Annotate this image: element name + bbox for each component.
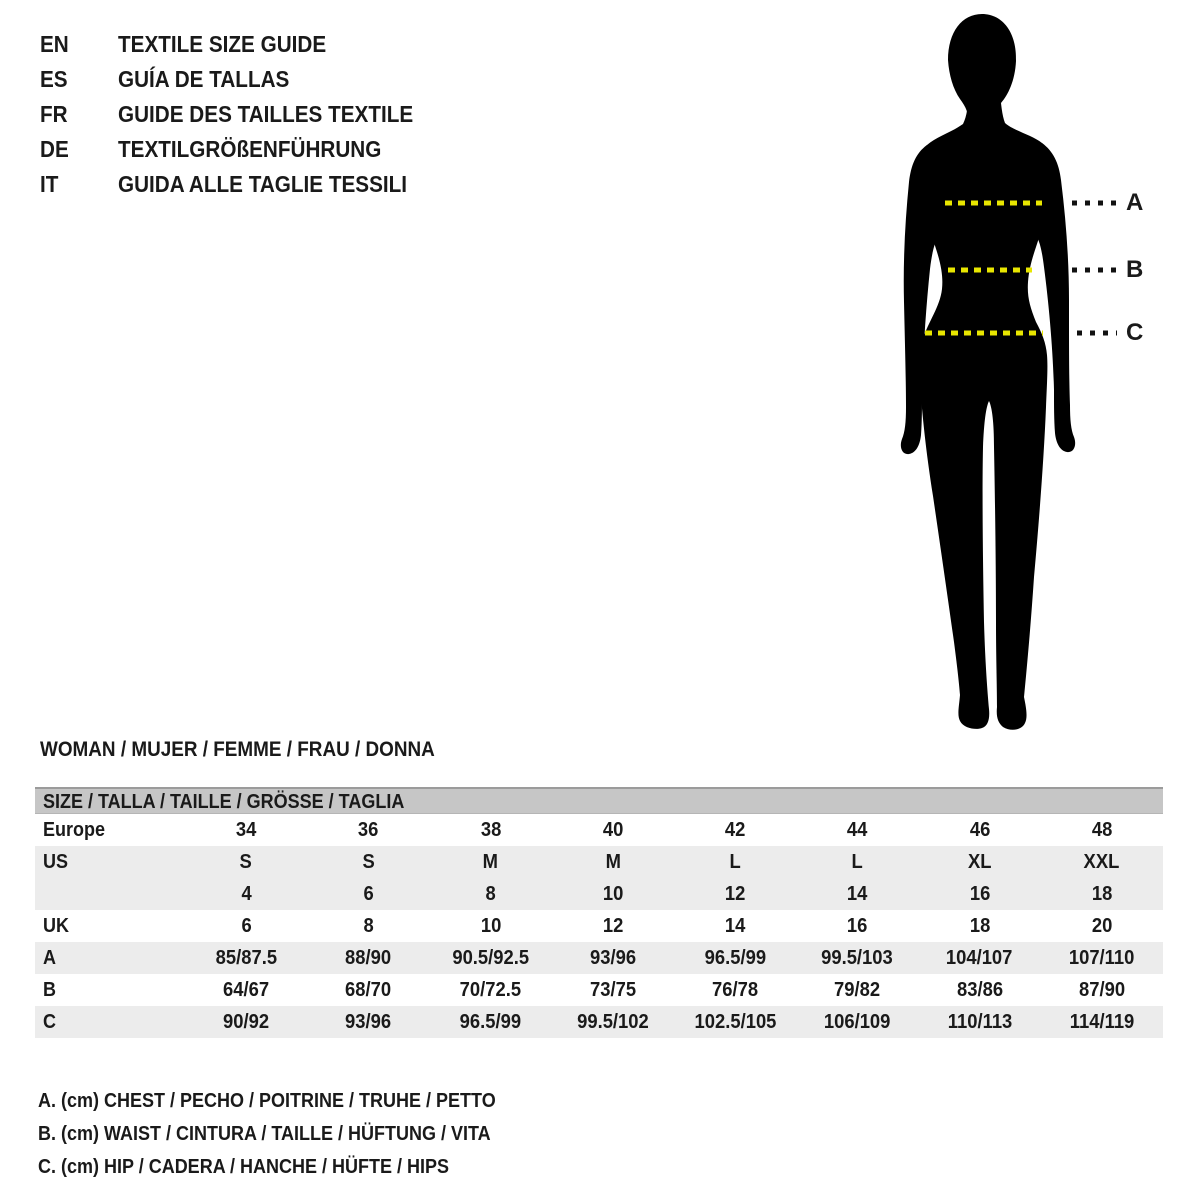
- size-value-text: 4: [241, 883, 252, 905]
- size-value-text: XL: [967, 851, 992, 873]
- table-row: [35, 910, 1163, 942]
- row-label-text: Europe: [43, 819, 106, 841]
- size-value-cell: [796, 814, 918, 846]
- size-value-cell: [919, 846, 1041, 878]
- row-label-text: C: [43, 1011, 57, 1033]
- legend-text: B. (cm) WAIST / CINTURA / TAILLE / HÜFTUNG / VITA: [38, 1123, 491, 1145]
- size-value-cell: [796, 910, 918, 942]
- size-value-text: 8: [363, 915, 374, 937]
- size-value-cell: [185, 1006, 307, 1038]
- size-value-text: 114/119: [1069, 1011, 1135, 1033]
- guide-title-text: TEXTILGRÖßENFÜHRUNG: [118, 136, 382, 162]
- size-value-text: 87/90: [1078, 979, 1125, 1001]
- legend-row: [38, 1085, 547, 1118]
- size-value-text: 18: [969, 915, 990, 937]
- gender-title-text: WOMAN / MUJER / FEMME / FRAU / DONNA: [40, 738, 435, 761]
- guide-title-label: [118, 66, 308, 93]
- size-value-text: 93/96: [589, 947, 636, 969]
- size-value-text: 16: [969, 883, 990, 905]
- language-code: [40, 171, 118, 198]
- row-label-text: A: [43, 947, 57, 969]
- size-value-text: XXL: [1083, 851, 1120, 873]
- size-value-cell: [430, 814, 552, 846]
- size-value-text: 90.5/92.5: [452, 947, 529, 969]
- row-label-cell: [35, 910, 185, 942]
- size-value-cell: [185, 910, 307, 942]
- woman-silhouette-figure: [865, 8, 1165, 738]
- size-value-text: 42: [724, 819, 746, 841]
- size-value-cell: [307, 878, 429, 910]
- size-value-text: M: [482, 851, 499, 873]
- language-code: [40, 66, 118, 93]
- size-value-cell: [1041, 846, 1163, 878]
- size-value-text: L: [851, 851, 863, 873]
- size-value-cell: [674, 1006, 796, 1038]
- size-value-text: 104/107: [946, 947, 1013, 969]
- size-value-cell: [674, 878, 796, 910]
- size-value-text: 12: [602, 915, 624, 937]
- language-code: [40, 31, 118, 58]
- table-row: [35, 1006, 1163, 1038]
- language-title-row: [40, 27, 446, 62]
- language-code-text: IT: [40, 171, 59, 197]
- size-value-cell: [185, 942, 307, 974]
- size-value-text: S: [239, 851, 253, 873]
- size-value-cell: [307, 974, 429, 1006]
- gender-title: [40, 738, 479, 762]
- row-label-cell: [35, 1006, 185, 1038]
- size-value-cell: [674, 814, 796, 846]
- size-value-text: 34: [235, 819, 257, 841]
- language-code: [40, 136, 118, 163]
- size-value-cell: [430, 846, 552, 878]
- measure-label-b: B: [1126, 256, 1144, 283]
- size-value-text: 38: [480, 819, 501, 841]
- table-row: [35, 942, 1163, 974]
- row-label-cell: [35, 942, 185, 974]
- guide-title-text: GUÍA DE TALLAS: [118, 66, 290, 92]
- table-row: [35, 974, 1163, 1006]
- size-value-text: 102.5/105: [694, 1011, 777, 1033]
- size-value-cell: [1041, 974, 1163, 1006]
- size-value-cell: [552, 814, 674, 846]
- size-value-text: 44: [847, 819, 868, 841]
- guide-title-label: [118, 101, 446, 128]
- size-value-text: 79/82: [834, 979, 881, 1001]
- language-code-text: DE: [40, 136, 69, 162]
- size-value-cell: [919, 910, 1041, 942]
- size-value-cell: [552, 974, 674, 1006]
- size-value-cell: [674, 974, 796, 1006]
- measure-label-c: C: [1126, 319, 1144, 346]
- size-value-text: 106/109: [824, 1011, 891, 1033]
- size-value-text: 64/67: [223, 979, 270, 1001]
- table-row: [35, 846, 1163, 878]
- size-value-text: 16: [847, 915, 868, 937]
- size-value-text: 6: [363, 883, 374, 905]
- size-value-cell: [919, 878, 1041, 910]
- size-value-text: 68/70: [345, 979, 392, 1001]
- size-value-text: 40: [602, 819, 624, 841]
- language-title-list: [40, 27, 446, 202]
- size-value-text: 83/86: [956, 979, 1003, 1001]
- size-value-text: L: [729, 851, 741, 873]
- size-value-cell: [430, 878, 552, 910]
- size-value-cell: [430, 974, 552, 1006]
- size-value-cell: [796, 846, 918, 878]
- size-value-text: 90/92: [223, 1011, 270, 1033]
- row-label-cell: [35, 846, 185, 878]
- size-value-text: 14: [724, 915, 746, 937]
- size-value-cell: [307, 910, 429, 942]
- row-label-cell: [35, 814, 185, 846]
- size-value-text: M: [605, 851, 621, 873]
- size-value-cell: [796, 878, 918, 910]
- row-label-text: UK: [43, 915, 70, 937]
- guide-title-label: [118, 136, 411, 163]
- size-value-text: 96.5/99: [459, 1011, 522, 1033]
- legend-text: C. (cm) HIP / CADERA / HANCHE / HÜFTE / HIPS: [38, 1156, 450, 1178]
- size-value-cell: [552, 1006, 674, 1038]
- row-label-text: B: [43, 979, 57, 1001]
- size-value-cell: [185, 974, 307, 1006]
- size-value-cell: [430, 1006, 552, 1038]
- row-label-cell: [35, 974, 185, 1006]
- size-value-text: 110/113: [947, 1011, 1012, 1033]
- legend-row: [38, 1118, 547, 1151]
- guide-title-label: [118, 31, 349, 58]
- language-title-row: [40, 132, 446, 167]
- size-value-text: 6: [241, 915, 252, 937]
- size-value-text: 12: [724, 883, 746, 905]
- language-code-text: FR: [40, 101, 68, 127]
- size-value-cell: [919, 1006, 1041, 1038]
- size-value-cell: [919, 814, 1041, 846]
- size-table: [35, 787, 1163, 1038]
- measurement-legend: [38, 1085, 547, 1184]
- language-code-text: ES: [40, 66, 68, 92]
- size-value-text: 99.5/103: [821, 947, 894, 969]
- size-value-cell: [307, 942, 429, 974]
- size-value-cell: [1041, 942, 1163, 974]
- size-value-text: 99.5/102: [577, 1011, 649, 1033]
- size-value-cell: [552, 846, 674, 878]
- size-value-text: 8: [485, 883, 496, 905]
- size-value-cell: [307, 1006, 429, 1038]
- legend-text: A. (cm) CHEST / PECHO / POITRINE / TRUHE / PETTO: [38, 1090, 496, 1112]
- size-value-cell: [919, 974, 1041, 1006]
- size-value-text: 88/90: [345, 947, 392, 969]
- size-value-cell: [796, 1006, 918, 1038]
- size-value-text: 96.5/99: [704, 947, 766, 969]
- size-value-cell: [185, 878, 307, 910]
- size-value-cell: [1041, 814, 1163, 846]
- language-code: [40, 101, 118, 128]
- size-value-text: 36: [358, 819, 379, 841]
- measure-label-a: A: [1126, 189, 1144, 216]
- size-value-cell: [919, 942, 1041, 974]
- size-table-header-text: SIZE / TALLA / TAILLE / GRÖSSE / TAGLIA: [43, 791, 405, 813]
- size-value-text: 48: [1091, 819, 1113, 841]
- row-label-text: US: [43, 851, 69, 873]
- table-row: [35, 814, 1163, 846]
- size-value-text: S: [362, 851, 375, 873]
- size-value-text: 70/72.5: [459, 979, 522, 1001]
- size-value-cell: [674, 846, 796, 878]
- language-code-text: EN: [40, 31, 69, 57]
- guide-title-text: GUIDE DES TAILLES TEXTILE: [118, 101, 414, 127]
- size-value-cell: [796, 974, 918, 1006]
- size-value-text: 18: [1091, 883, 1113, 905]
- size-value-text: 20: [1091, 915, 1113, 937]
- guide-title-text: TEXTILE SIZE GUIDE: [118, 31, 327, 57]
- woman-silhouette-body: [918, 92, 1050, 730]
- table-row: [35, 878, 1163, 910]
- size-value-cell: [185, 814, 307, 846]
- size-value-text: 85/87.5: [215, 947, 277, 969]
- guide-title-text: GUIDA ALLE TAGLIE TESSILI: [118, 171, 408, 197]
- size-table-header: [35, 787, 1163, 814]
- guide-title-label: [118, 171, 439, 198]
- size-value-cell: [674, 942, 796, 974]
- size-value-cell: [307, 814, 429, 846]
- size-value-cell: [552, 910, 674, 942]
- legend-row: [38, 1151, 547, 1184]
- language-title-row: [40, 62, 446, 97]
- size-value-text: 10: [602, 883, 624, 905]
- size-value-text: 107/110: [1069, 947, 1135, 969]
- size-value-text: 14: [847, 883, 868, 905]
- size-value-cell: [1041, 878, 1163, 910]
- size-value-text: 76/78: [712, 979, 759, 1001]
- row-label-cell: [35, 878, 185, 910]
- size-value-cell: [796, 942, 918, 974]
- size-value-text: 73/75: [589, 979, 636, 1001]
- language-title-row: [40, 97, 446, 132]
- size-value-cell: [552, 878, 674, 910]
- size-value-text: 93/96: [345, 1011, 392, 1033]
- size-value-cell: [1041, 910, 1163, 942]
- size-value-cell: [674, 910, 796, 942]
- size-table-body: [35, 814, 1163, 1038]
- size-value-cell: [430, 910, 552, 942]
- size-value-cell: [552, 942, 674, 974]
- size-value-cell: [1041, 1006, 1163, 1038]
- size-value-cell: [430, 942, 552, 974]
- size-value-cell: [307, 846, 429, 878]
- size-value-cell: [185, 846, 307, 878]
- size-value-text: 10: [480, 915, 501, 937]
- size-value-text: 46: [969, 819, 990, 841]
- language-title-row: [40, 167, 446, 202]
